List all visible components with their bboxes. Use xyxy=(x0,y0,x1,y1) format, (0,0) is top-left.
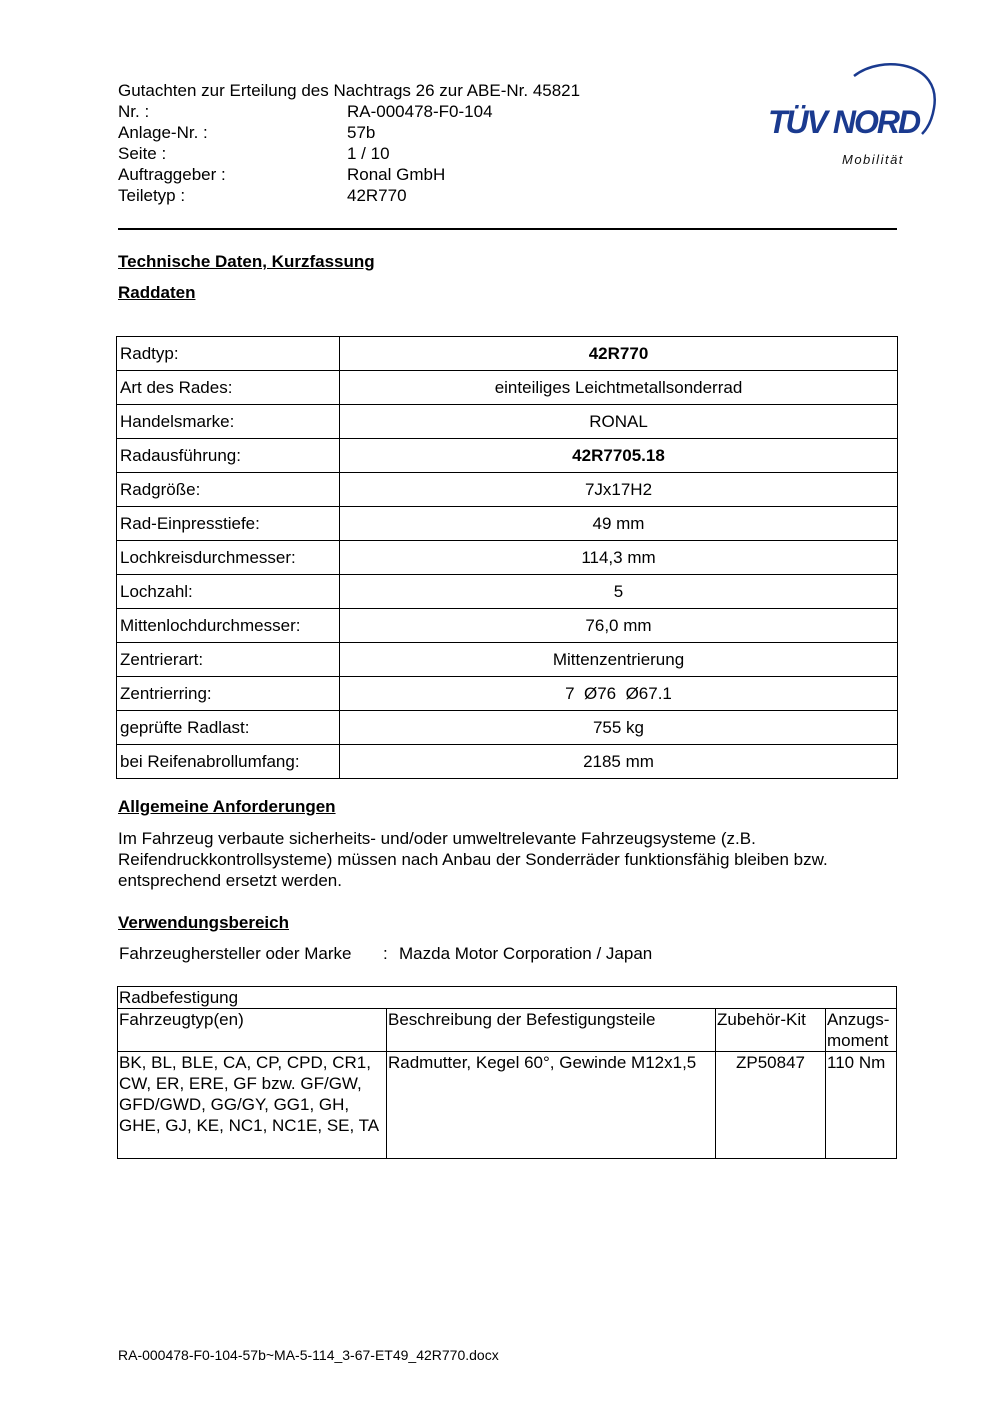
section-heading-tech: Technische Daten, Kurzfassung xyxy=(118,252,375,271)
header-field-label: Teiletyp : xyxy=(118,186,186,205)
row-label: Lochkreisdurchmesser: xyxy=(117,541,340,575)
header-field-auftraggeber xyxy=(118,164,580,185)
row-value: RONAL xyxy=(340,405,898,439)
vehicle-types-cell: BK, BL, BLE, CA, CP, CPD, CR1, CW, ER, ERE, GF bzw. GF/GW, GFD/GWD, GG/GY, GG1, GH, GHE, GJ, KE, NC1, NC1E, SE, TA xyxy=(118,1052,387,1159)
torque-cell: 110 Nm xyxy=(826,1052,897,1159)
row-value: einteiliges Leichtmetallsonderrad xyxy=(340,371,898,405)
row-label: Art des Rades: xyxy=(117,371,340,405)
table-row xyxy=(117,337,898,371)
table-row xyxy=(117,745,898,779)
header-field-nr xyxy=(118,101,580,122)
header-field-value: 42R770 xyxy=(347,186,407,205)
table-row xyxy=(117,507,898,541)
logo-subtitle: Mobilität xyxy=(842,152,904,167)
header-field-teiletyp xyxy=(118,185,580,206)
table-row xyxy=(117,371,898,405)
header-field-label: Seite : xyxy=(118,144,167,163)
document-header xyxy=(118,80,580,206)
document-footer: RA-000478-F0-104-57b~MA-5-114_3-67-ET49_42R770.docx xyxy=(118,1347,499,1363)
header-field-label: Nr. : xyxy=(118,102,150,121)
table-row xyxy=(117,473,898,507)
wheel-fixing-table xyxy=(117,986,897,1159)
row-value: 42R7705.18 xyxy=(340,439,898,473)
row-label: Radtyp: xyxy=(117,337,340,371)
table-row xyxy=(117,711,898,745)
header-field-label: Auftraggeber : xyxy=(118,165,226,184)
row-value: Mittenzentrierung xyxy=(340,643,898,677)
description-cell: Radmutter, Kegel 60°, Gewinde M12x1,5 xyxy=(387,1052,716,1159)
column-header: Fahrzeugtyp(en) xyxy=(118,1009,387,1052)
manufacturer-value: Mazda Motor Corporation / Japan xyxy=(399,944,653,963)
row-value: 2185 mm xyxy=(340,745,898,779)
wheel-data-table xyxy=(116,336,898,779)
section-heading-allgemein: Allgemeine Anforderungen xyxy=(118,797,336,816)
row-value: 42R770 xyxy=(340,337,898,371)
manufacturer-line xyxy=(119,944,652,964)
column-header: Zubehör-Kit xyxy=(716,1009,826,1052)
row-label: Mittenlochdurchmesser: xyxy=(117,609,340,643)
row-label: Radgröße: xyxy=(117,473,340,507)
row-value: 7 Ø76 Ø67.1 xyxy=(340,677,898,711)
row-label: Zentrierring: xyxy=(117,677,340,711)
row-label: Rad-Einpresstiefe: xyxy=(117,507,340,541)
row-value: 5 xyxy=(340,575,898,609)
row-value: 114,3 mm xyxy=(340,541,898,575)
document-title: Gutachten zur Erteilung des Nachtrags 26 zur ABE-Nr. 45821 xyxy=(118,81,581,100)
header-field-value: RA-000478-F0-104 xyxy=(347,102,493,121)
manufacturer-label: Fahrzeughersteller oder Marke xyxy=(119,944,352,963)
table-row xyxy=(117,439,898,473)
row-value: 49 mm xyxy=(340,507,898,541)
column-header: Beschreibung der Befestigungsteile xyxy=(387,1009,716,1052)
requirements-paragraph: Im Fahrzeug verbaute sicherheits- und/oder umweltrelevante Fahrzeugsysteme (z.B. Reifendruckkontrollsysteme) müssen nach Anbau der Sonderräder funktionsfähig bleiben bzw. entsprechend ersetzt werden. xyxy=(118,829,828,890)
table-row xyxy=(117,643,898,677)
row-label: Zentrierart: xyxy=(117,643,340,677)
header-divider xyxy=(118,228,897,230)
section-heading-verwendung: Verwendungsbereich xyxy=(118,913,289,932)
table-row xyxy=(117,609,898,643)
header-field-label: Anlage-Nr. : xyxy=(118,123,208,142)
row-label: bei Reifenabrollumfang: xyxy=(117,745,340,779)
table-row xyxy=(117,541,898,575)
row-value: 755 kg xyxy=(340,711,898,745)
table-header-row xyxy=(118,1009,897,1052)
row-label: Lochzahl: xyxy=(117,575,340,609)
row-label: geprüfte Radlast: xyxy=(117,711,340,745)
table-row xyxy=(117,405,898,439)
row-value: 76,0 mm xyxy=(340,609,898,643)
row-label: Radausführung: xyxy=(117,439,340,473)
header-field-value: 1 / 10 xyxy=(347,144,390,163)
table-row xyxy=(117,575,898,609)
kit-cell: ZP50847 xyxy=(716,1052,826,1159)
manufacturer-separator: : xyxy=(383,944,388,963)
header-field-value: Ronal GmbH xyxy=(347,165,446,184)
table-title-row xyxy=(118,987,897,1009)
tuev-nord-logo xyxy=(762,58,942,173)
table-row xyxy=(118,1052,897,1159)
row-value: 7Jx17H2 xyxy=(340,473,898,507)
table-row xyxy=(117,677,898,711)
column-header: Anzugs- moment xyxy=(826,1009,897,1052)
row-label: Handelsmarke: xyxy=(117,405,340,439)
section-heading-raddaten: Raddaten xyxy=(118,283,196,302)
header-field-anlage xyxy=(118,122,580,143)
header-field-seite xyxy=(118,143,580,164)
logo-brand: TÜV NORD xyxy=(768,104,920,140)
header-field-value: 57b xyxy=(347,123,376,142)
table-title: Radbefestigung xyxy=(118,987,897,1009)
